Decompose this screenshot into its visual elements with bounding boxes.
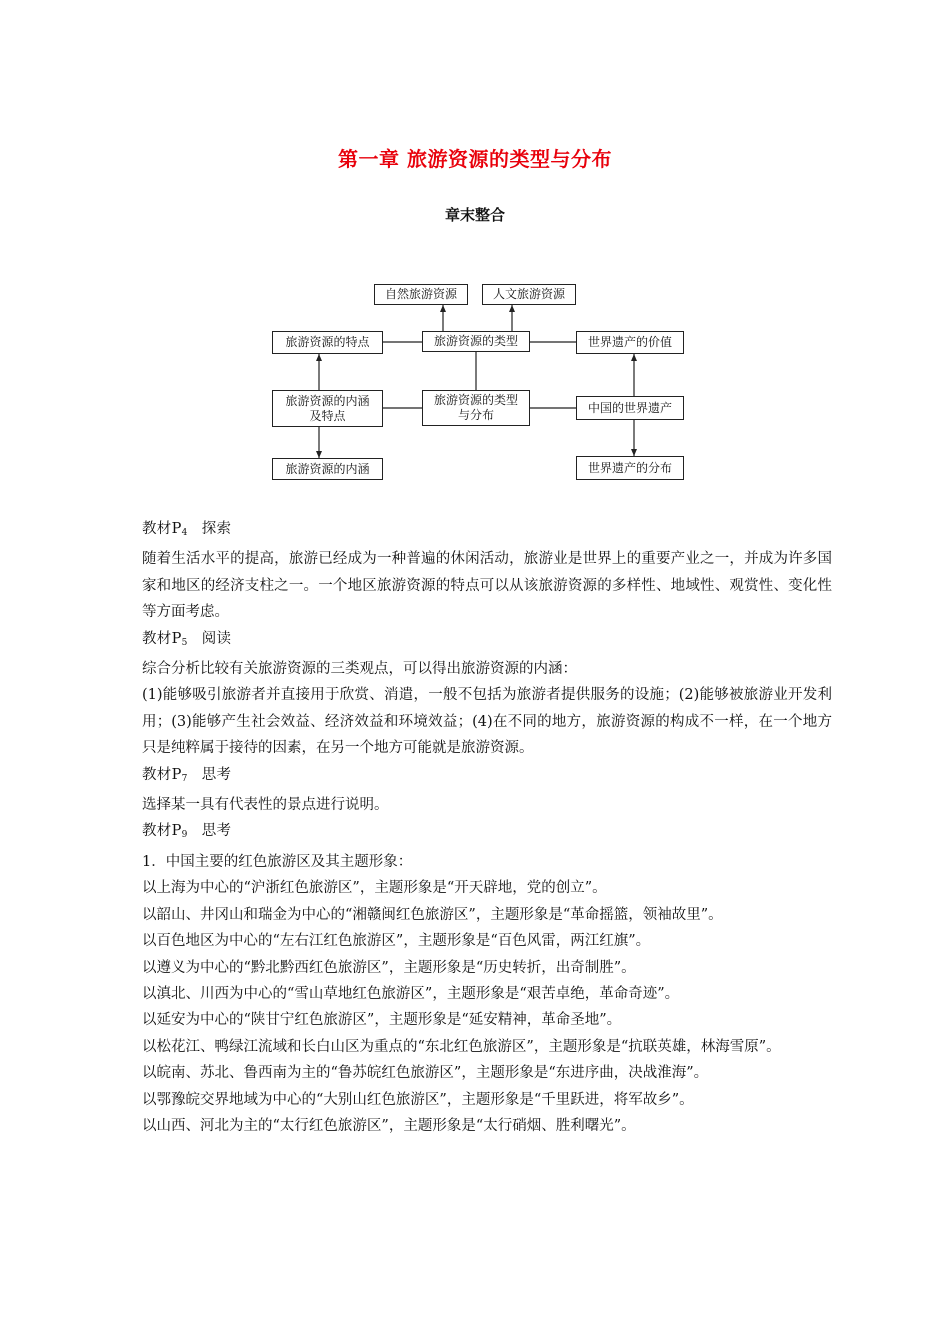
paragraph: 以遵义为中心的“黔北黔西红色旅游区”，主题形象是“历史转折，出奇制胜”。 — [142, 959, 636, 976]
paragraph: 以皖南、苏北、鲁西南为主的“鲁苏皖红色旅游区”，主题形象是“东进序曲，决战淮海”。 — [142, 1065, 709, 1082]
node-natural-resources: 自然旅游资源 — [374, 284, 468, 305]
concept-diagram — [0, 270, 950, 490]
node-resource-features: 旅游资源的特点 — [272, 331, 383, 354]
paragraph: 以百色地区为中心的“左右江红色旅游区”，主题形象是“百色风雷，两江红旗”。 — [142, 933, 651, 950]
paragraph: 综合分析比较有关旅游资源的三类观点，可以得出旅游资源的内涵： — [142, 661, 577, 678]
paragraph: 1．中国主要的红色旅游区及其主题形象： — [142, 853, 413, 870]
section-heading: 教材$P_9$ 思考 — [142, 823, 232, 841]
section-heading: 教材$P_4$ 探索 — [142, 521, 232, 538]
paragraph: 以韶山、井冈山和瑞金为中心的“湘赣闽红色旅游区”，主题形象是“革命摇篮，领袖故里”。 — [142, 906, 723, 923]
paragraph: 以松花江、鸭绿江流域和长白山区为重点的“东北红色旅游区”，主题形象是“抗联英雄，林海雪原”。 — [142, 1038, 781, 1055]
page-subtitle: 章末整合 — [444, 206, 505, 224]
body-content — [142, 516, 832, 1139]
section-heading: 教材$P_5$ 阅读 — [142, 630, 232, 648]
page-title: 第一章 旅游资源的类型与分布 — [338, 147, 612, 171]
paragraph: 以上海为中心的“沪浙红色旅游区”，主题形象是“开天辟地，党的创立”。 — [142, 880, 607, 897]
paragraph: 以鄂豫皖交界地域为中心的“大别山红色旅游区”，主题形象是“千里跃进，将军故乡”。 — [142, 1091, 694, 1108]
paragraph: 以山西、河北为主的“太行红色旅游区”，主题形象是“太行硝烟、胜利曙光”。 — [142, 1117, 636, 1134]
node-cultural-resources: 人文旅游资源 — [482, 284, 576, 305]
node-resource-connotation: 旅游资源的内涵 — [272, 458, 383, 480]
node-heritage-value: 世界遗产的价值 — [576, 331, 684, 354]
paragraph: 随着生活水平的提高，旅游已经成为一种普遍的休闲活动，旅游业是世界上的重要产业之一，并成为许多国家和地区的经济支柱之一。一个地区旅游资源的特点可以从该旅游资源的多样性、地域性、观赏性、变化性等方面考虑。 — [142, 551, 832, 621]
paragraph: 选择某一具有代表性的景点进行说明。 — [142, 797, 389, 814]
paragraph: (1)能够吸引旅游者并直接用于欣赏、消遣，一般不包括为旅游者提供服务的设施；(2)能够被旅游业开发利用；(3)能够产生社会效益、经济效益和环境效益；(4)在不同的地方，旅游资源的构成不一样，在一个地方只是纯粹属于接待的因素，在另一个地方可能就是旅游资源。 — [142, 687, 832, 757]
node-china-heritage: 中国的世界遗产 — [576, 396, 684, 420]
paragraph: 以滇北、川西为中心的“雪山草地红色旅游区”，主题形象是“艰苦卓绝，革命奇迹”。 — [142, 985, 680, 1002]
node-types-distribution: 旅游资源的类型 与分布 — [422, 390, 530, 426]
node-resource-types: 旅游资源的类型 — [422, 331, 530, 352]
paragraph: 以延安为中心的“陕甘宁红色旅游区”，主题形象是“延安精神，革命圣地”。 — [142, 1012, 622, 1029]
section-heading: 教材$P_7$ 思考 — [142, 766, 232, 784]
node-heritage-distribution: 世界遗产的分布 — [576, 456, 684, 480]
diagram-connectors — [0, 270, 950, 490]
node-connotation-features: 旅游资源的内涵 及特点 — [272, 390, 383, 427]
